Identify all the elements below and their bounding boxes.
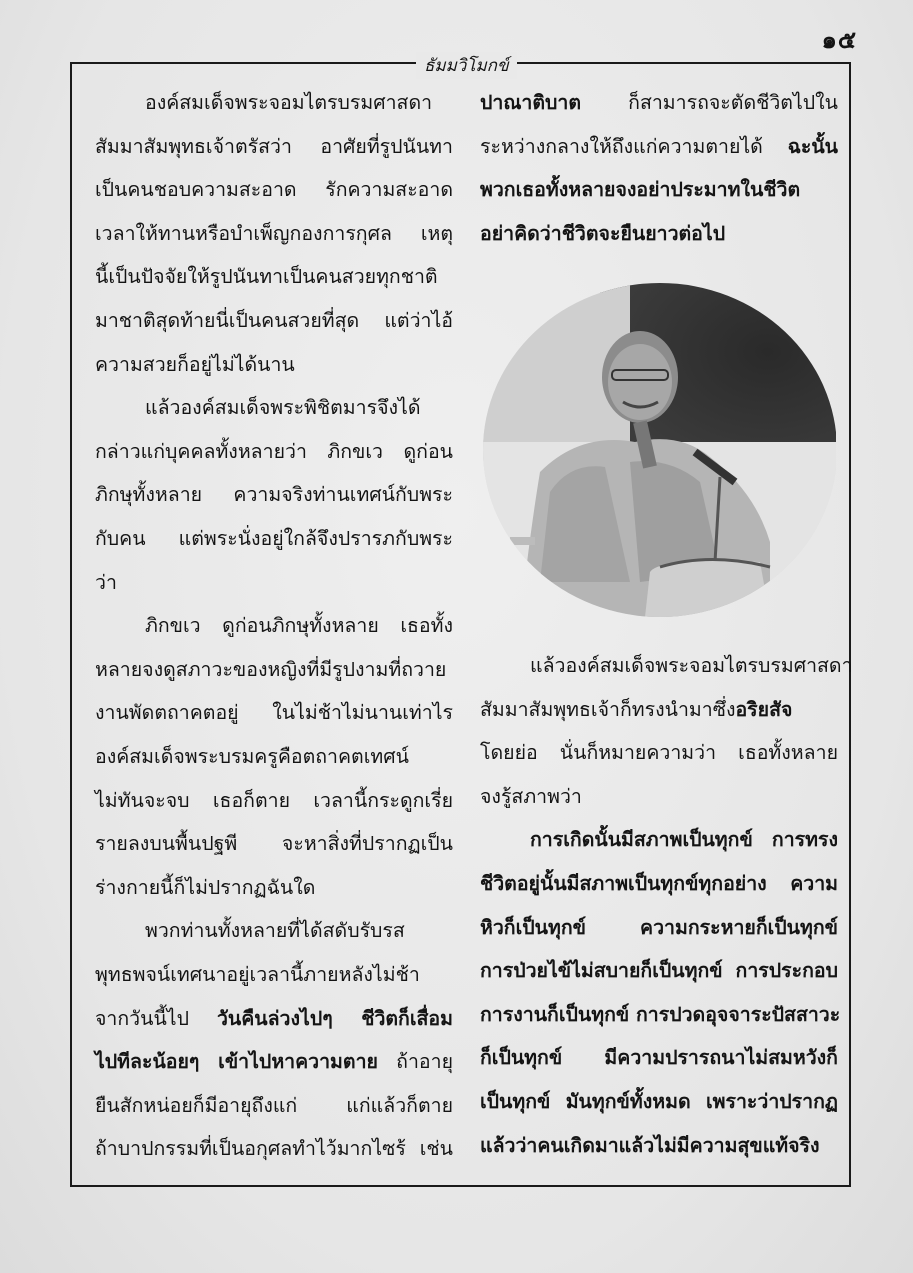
text-run: ก็สามารถจะตัดชีวิตไปใน (581, 91, 838, 114)
text-run: องค์สมเด็จพระบรมครูคือตถาคตเทศน์ (95, 745, 409, 768)
text-line (480, 214, 838, 254)
text-run: ว่า (95, 570, 117, 594)
text-line (95, 83, 453, 123)
bold-run: ชีวิตอยู่นั้นมีสภาพเป็นทุกข์ทุกอย่าง ความ (480, 872, 838, 895)
text-run: เป็นคนชอบความสะอาด รักความสะอาด (95, 178, 453, 202)
text-line (95, 301, 453, 341)
bold-run: วันคืนล่วงไปๆ ชีวิตก็เสื่อม (216, 1006, 453, 1030)
text-line (95, 955, 453, 995)
text-line (95, 650, 453, 690)
text-line (95, 388, 453, 428)
text-run: ถ้าบาปกรรมที่เป็นอกุศลทำไว้มากไซร้ เช่น (95, 1137, 453, 1161)
text-run: จากวันนี้ไป (95, 1006, 217, 1030)
text-run: หลายจงดูสภาวะของหญิงที่มีรูปงามที่ถวาย (95, 657, 447, 681)
text-line (480, 733, 838, 773)
bold-run: อย่าคิดว่าชีวิตจะยืนยาวต่อไป (480, 221, 726, 245)
text-run: ถ้าอายุ (377, 1050, 454, 1074)
bold-run: การป่วยไข้ไม่สบายก็เป็นทุกข์ การประกอบ (480, 959, 838, 983)
text-run: รายลงบนพื้นปฐพี จะหาสิ่งที่ปรากฏเป็น (95, 832, 453, 856)
text-line (95, 1042, 453, 1082)
text-line (480, 1082, 838, 1122)
text-run: ระหว่างกลางให้ถึงแก่ความตายได้ (480, 134, 788, 158)
text-run: ความสวยก็อยู่ไม่ได้นาน (95, 352, 295, 376)
text-line (480, 83, 838, 123)
text-line (95, 999, 453, 1039)
text-run: ภิกขเว ดูก่อนภิกษุทั้งหลาย เธอทั้ง (145, 614, 453, 638)
bold-run: เป็นทุกข์ มันทุกข์ทั้งหมด เพราะว่าปรากฏ (480, 1090, 838, 1113)
bold-run: หิวก็เป็นทุกข์ ความกระหายก็เป็นทุกข์ (480, 915, 838, 939)
text-line (95, 868, 453, 908)
text-line (95, 519, 453, 559)
text-run: นี้เป็นปัจจัยให้รูปนันทาเป็นคนสวยทุกชาติ (95, 265, 438, 289)
text-run: แล้วองค์สมเด็จพระจอมไตรบรมศาสดา (530, 654, 853, 677)
text-line (480, 1038, 838, 1078)
text-run: มาชาติสุดท้ายนี่เป็นคนสวยที่สุด แต่ว่าไอ้ (95, 309, 453, 332)
text-run: ภิกษุทั้งหลาย ความจริงท่านเทศน์กับพระ (95, 483, 453, 507)
text-line (480, 1126, 838, 1166)
bold-run: พวกเธอทั้งหลายจงอย่าประมาทในชีวิต (480, 178, 801, 202)
page-number: ๑๕ (821, 26, 857, 54)
text-run: พุทธพจน์เทศนาอยู่เวลานี้ภายหลังไม่ช้า (95, 963, 420, 986)
text-line (95, 781, 453, 821)
text-run: องค์สมเด็จพระจอมไตรบรมศาสดา (145, 91, 433, 114)
bold-run: ปาณาติบาต (480, 91, 582, 114)
bold-run: อริยสัจ (735, 697, 793, 721)
text-line (95, 214, 453, 254)
text-run: สัมมาสัมพุทธเจ้าก็ทรงนำมาซึ่ง (480, 697, 736, 721)
text-run: ไม่ทันจะจบ เธอก็ตาย เวลานี้กระดูกเรี่ย (95, 788, 453, 812)
text-line (480, 646, 853, 686)
text-line (480, 690, 838, 730)
text-line (95, 475, 453, 515)
text-run: กล่าวแก่บุคคลทั้งหลายว่า ภิกขเว ดูก่อน (95, 439, 453, 463)
text-line (95, 693, 453, 733)
text-run: ยืนสักหน่อยก็มีอายุถึงแก่ แก่แล้วก็ตาย (95, 1093, 453, 1117)
text-line (480, 777, 838, 817)
text-line (95, 911, 453, 951)
bold-run: การงานก็เป็นทุกข์ การปวดอุจจาระปัสสาวะ (480, 1002, 841, 1026)
text-line (95, 737, 453, 777)
text-line (95, 170, 453, 210)
text-line (480, 820, 838, 860)
text-run: พวกท่านทั้งหลายที่ได้สดับรับรส (145, 919, 405, 943)
text-line (480, 995, 841, 1035)
text-run: สัมมาสัมพุทธเจ้าตรัสว่า อาศัยที่รูปนันทา (95, 134, 453, 158)
bold-run: การเกิดนั้นมีสภาพเป็นทุกข์ การทรง (530, 828, 838, 852)
text-line (95, 606, 453, 646)
text-line (95, 432, 453, 472)
text-line (95, 257, 453, 297)
text-line (480, 864, 838, 904)
running-head: ธัมมวิโมกข์ (416, 52, 517, 79)
text-line (480, 170, 838, 210)
text-run: ร่างกายนี้ก็ไม่ปรากฏฉันใด (95, 875, 316, 899)
text-line (95, 345, 453, 385)
bold-run: ก็เป็นทุกข์ มีความปรารถนาไม่สมหวังก็ (480, 1046, 838, 1070)
text-line (95, 1129, 453, 1169)
text-run: งานพัดตถาคตอยู่ ในไม่ช้าไม่นานเท่าไร (95, 701, 453, 725)
text-run: เวลาให้ทานหรือบำเพ็ญกองการกุศล เหตุ (95, 221, 453, 245)
text-line (95, 127, 453, 167)
bold-run: ไปทีละน้อยๆ เข้าไปหาความตาย (95, 1050, 378, 1074)
bold-run: ฉะนั้น (787, 134, 838, 158)
text-line (480, 908, 838, 948)
bold-run: แล้วว่าคนเกิดมาแล้วไม่มีความสุขแท้จริง (480, 1133, 820, 1157)
text-line (480, 951, 838, 991)
monk-photo (480, 282, 836, 618)
text-line (480, 127, 838, 167)
text-run: กับคน แต่พระนั่งอยู่ใกล้จึงปรารภกับพระ (95, 527, 453, 550)
text-line (95, 1086, 453, 1126)
text-run: แล้วองค์สมเด็จพระพิชิตมารจึงได้ (145, 396, 421, 420)
text-run: โดยย่อ นั่นก็หมายความว่า เธอทั้งหลาย (480, 741, 838, 765)
text-line (95, 824, 453, 864)
text-run: จงรู้สภาพว่า (480, 784, 582, 808)
text-line (95, 563, 453, 603)
